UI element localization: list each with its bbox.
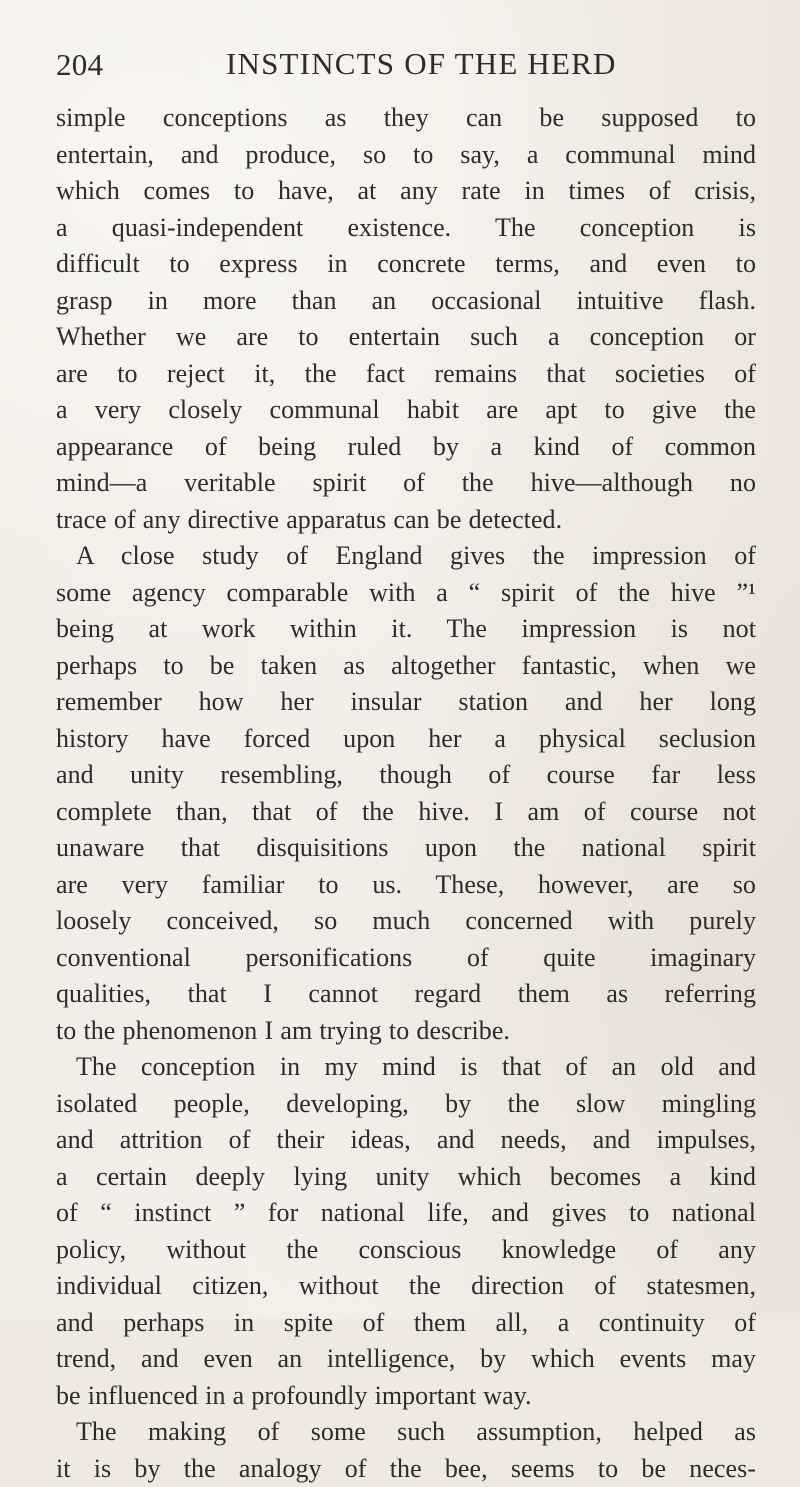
text-line: perhaps to be taken as altogether fantastic, when we — [56, 648, 756, 685]
text-line: simple conceptions as they can be supposed to — [56, 100, 756, 137]
text-line: difficult to express in concrete terms, and even to — [56, 246, 756, 283]
text-line: appearance of being ruled by a kind of common — [56, 429, 756, 466]
text-line: and attrition of their ideas, and needs, and impulses, — [56, 1122, 756, 1159]
text-line: complete than, that of the hive. I am of course not — [56, 794, 756, 831]
text-line: mind—a veritable spirit of the hive—although no — [56, 465, 756, 502]
text-line: The conception in my mind is that of an old and — [56, 1049, 756, 1086]
text-line: unaware that disquisitions upon the national spirit — [56, 830, 756, 867]
text-line: remember how her insular station and her long — [56, 684, 756, 721]
text-line: a quasi-independent existence. The conception is — [56, 210, 756, 247]
page-header — [56, 44, 752, 84]
text-line: and perhaps in spite of them all, a continuity of — [56, 1305, 756, 1342]
text-line: isolated people, developing, by the slow mingling — [56, 1086, 756, 1123]
running-head: INSTINCTS OF THE HERD — [226, 46, 617, 82]
text-line: of “ instinct ” for national life, and gives to national — [56, 1195, 756, 1232]
text-line: a very closely communal habit are apt to give the — [56, 392, 756, 429]
text-line: conventional personifications of quite imaginary — [56, 940, 756, 977]
text-line: be influenced in a profoundly important way. — [56, 1378, 756, 1415]
text-line: and unity resembling, though of course far less — [56, 757, 756, 794]
text-line: history have forced upon her a physical seclusion — [56, 721, 756, 758]
text-line: it is by the analogy of the bee, seems to be neces- — [56, 1451, 756, 1487]
text-line: entertain, and produce, so to say, a communal mind — [56, 137, 756, 174]
text-line: loosely conceived, so much concerned with purely — [56, 903, 756, 940]
text-line: qualities, that I cannot regard them as referring — [56, 976, 756, 1013]
text-line: some agency comparable with a “ spirit of the hive ”¹ — [56, 575, 756, 612]
text-line: which comes to have, at any rate in times of crisis, — [56, 173, 756, 210]
text-line: being at work within it. The impression is not — [56, 611, 756, 648]
text-line: a certain deeply lying unity which becomes a kind — [56, 1159, 756, 1196]
body-text — [56, 100, 756, 1487]
text-line: grasp in more than an occasional intuitive flash. — [56, 283, 756, 320]
text-line: are to reject it, the fact remains that societies of — [56, 356, 756, 393]
text-line: The making of some such assumption, helped as — [56, 1414, 756, 1451]
text-line: are very familiar to us. These, however, are so — [56, 867, 756, 904]
text-line: trace of any directive apparatus can be detected. — [56, 502, 756, 539]
text-line: trend, and even an intelligence, by which events may — [56, 1341, 756, 1378]
text-line: A close study of England gives the impression of — [56, 538, 756, 575]
text-line: individual citizen, without the direction of statesmen, — [56, 1268, 756, 1305]
text-line: to the phenomenon I am trying to describe. — [56, 1013, 756, 1050]
page-number: 204 — [56, 47, 103, 83]
text-line: policy, without the conscious knowledge of any — [56, 1232, 756, 1269]
text-line: Whether we are to entertain such a conception or — [56, 319, 756, 356]
